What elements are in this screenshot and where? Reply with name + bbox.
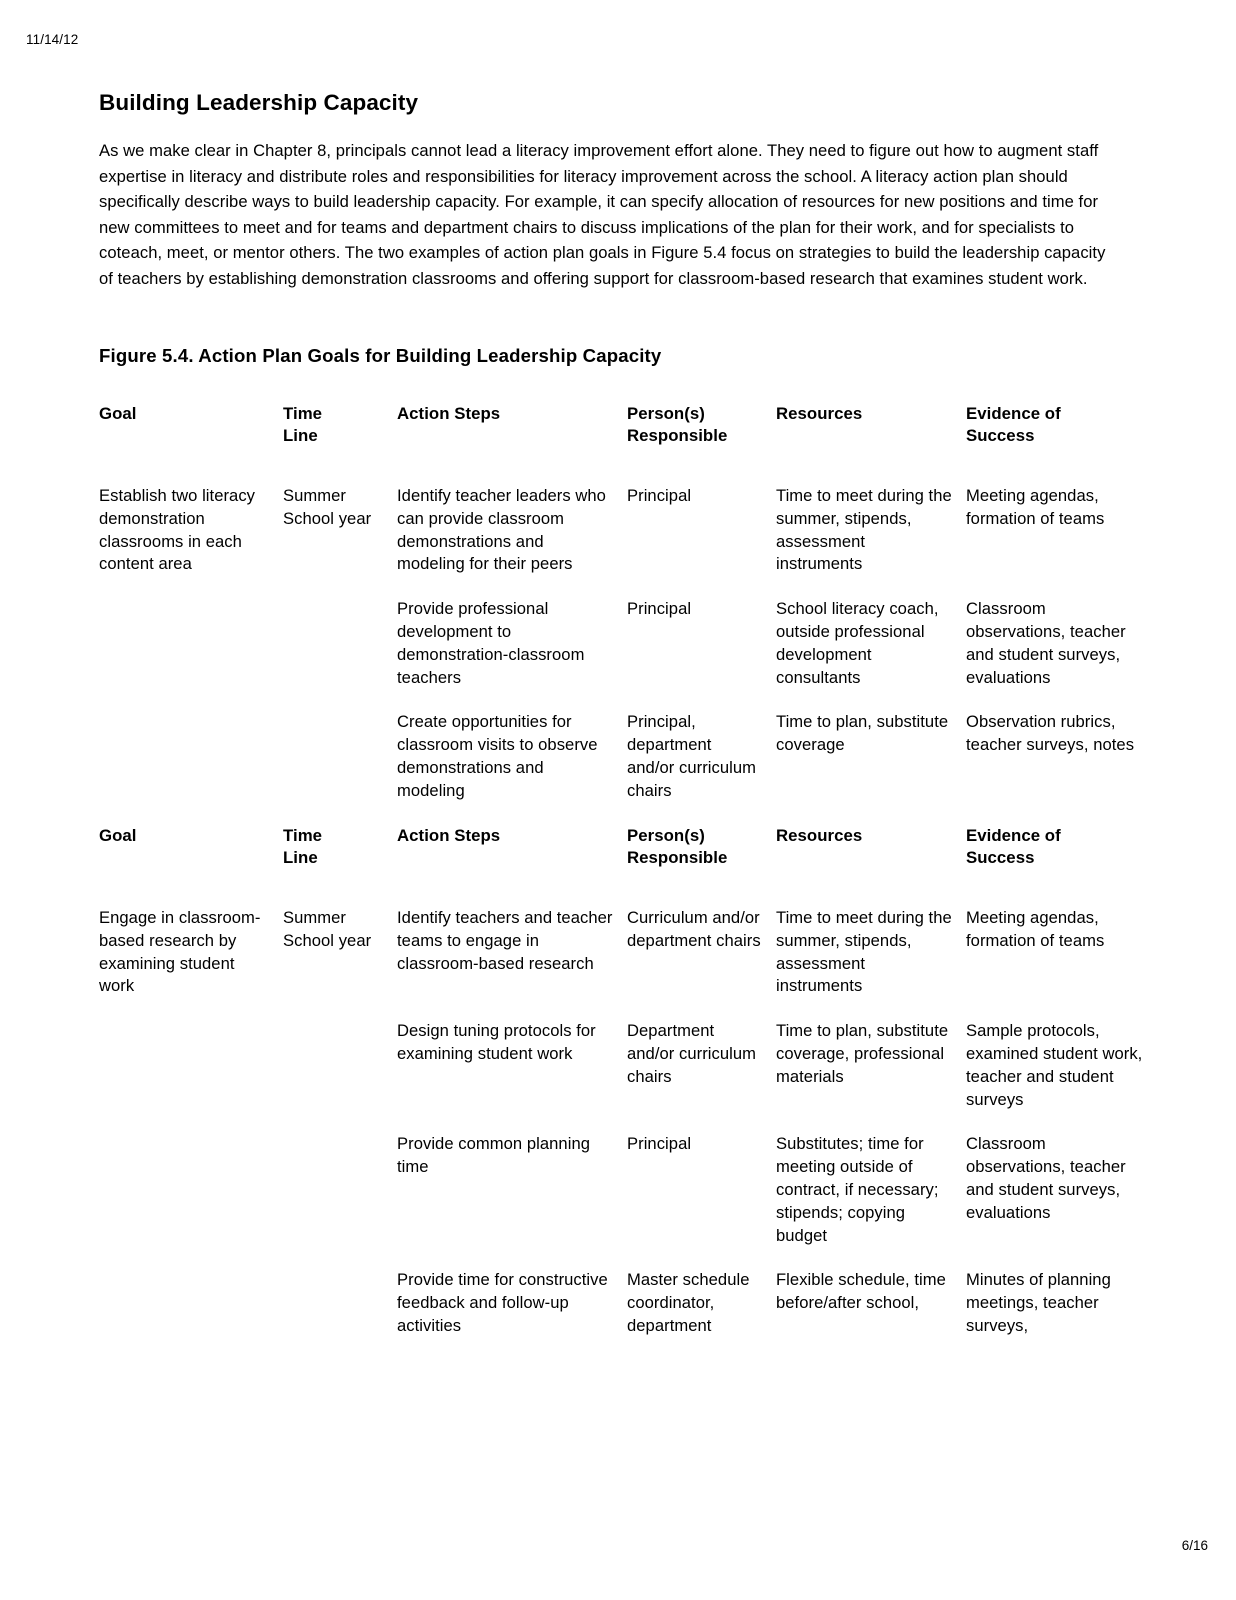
figure-title: Figure 5.4. Action Plan Goals for Building Leadership Capacity [99,344,662,366]
column-header-time-line [283,825,397,907]
column-header-evidence-line2: Success [966,847,1035,867]
cell-action-step: Identify teachers and teacher teams to engage in classroom-based research [397,907,613,973]
cell-resources: Time to plan, substitute coverage [776,712,949,755]
column-header-goal: Goal [99,403,137,423]
cell-resources: Time to meet during the summer, stipends, assessment instruments [776,907,952,996]
cell-evidence-of-success: Observation rubrics, teacher surveys, notes [966,712,1135,755]
cell-evidence-of-success: Classroom observations, teacher and student surveys, evaluations [966,599,1126,687]
column-header-goal: Goal [99,825,137,845]
cell-resources: School literacy coach, outside professional development consultants [776,599,939,687]
cell-time-line: Summer School year [283,485,372,528]
column-header-evidence-line1: Evidence of [966,403,1061,423]
page-number: 6/16 [1181,1538,1208,1553]
table-header-row-1 [99,403,1159,485]
column-header-time-line-line1: Time [283,825,323,845]
document-content [99,90,1159,1360]
cell-evidence-of-success: Classroom observations, teacher and student surveys, evaluations [966,1134,1126,1222]
cell-evidence-of-success: Sample protocols, examined student work, teacher and student surveys [966,1021,1143,1109]
column-header-person-line2: Responsible [627,847,728,867]
body-paragraph: As we make clear in Chapter 8, principals cannot lead a literacy improvement effort alone. They need to figure out how to augment staff expertise in literacy and distribute roles and responsibilities for literacy improvement across the school. A literacy action plan should specifically describe ways to build leadership capacity. For example, it can specify allocation of resources for new positions and time for new committees to meet and for teams and department chairs to discuss implications of the plan for their work, and for specialists to coteach, meet, or mentor others. The two examples of action plan goals in Figure 5.4 focus on strategies to build the leadership capacity of teachers by establishing demonstration classrooms and offering support for classroom-based research that examines student work. [99,141,1106,288]
cell-person-responsible: Principal [627,1134,692,1154]
cell-action-step: Identify teacher leaders who can provide classroom demonstrations and modeling for their peers [397,485,606,574]
column-header-person-responsible [627,403,776,485]
column-header-evidence-line2: Success [966,425,1035,445]
column-header-resources: Resources [776,825,863,845]
column-header-person-responsible [627,825,776,907]
cell-goal: Engage in classroom-based research by examining student work [99,907,261,996]
column-header-time-line [283,403,397,485]
cell-evidence-of-success: Meeting agendas, formation of teams [966,907,1105,950]
cell-goal: Establish two literacy demonstration classrooms in each content area [99,485,256,574]
cell-resources: Substitutes; time for meeting outside of contract, if necessary; stipends; copying budget [776,1134,939,1245]
cell-person-responsible: Master schedule coordinator, department [627,1270,750,1335]
cell-evidence-of-success: Meeting agendas, formation of teams [966,485,1105,528]
cell-action-step: Design tuning protocols for examining student work [397,1021,596,1063]
cell-person-responsible: Principal [627,485,692,505]
cell-person-responsible: Principal, department and/or curriculum chairs [627,712,757,800]
cell-resources: Time to plan, substitute coverage, professional materials [776,1021,949,1086]
table-row [99,907,1159,1020]
column-header-resources: Resources [776,403,863,423]
column-header-action-steps: Action Steps [397,825,501,845]
cell-action-step: Provide time for constructive feedback and follow-up activities [397,1270,608,1335]
cell-resources: Flexible schedule, time before/after school, [776,1270,946,1313]
column-header-action-steps: Action Steps [397,403,501,423]
column-header-time-line-line1: Time [283,403,323,423]
page-title: Building Leadership Capacity [99,90,419,115]
column-header-evidence-of-success [966,825,1159,907]
column-header-evidence-line1: Evidence of [966,825,1061,845]
table-header-row-2 [99,825,1159,907]
column-header-person-line2: Responsible [627,425,728,445]
document-date-stamp: 11/14/12 [26,32,79,47]
cell-person-responsible: Department and/or curriculum chairs [627,1021,757,1086]
cell-person-responsible: Principal [627,599,692,619]
column-header-time-line-line2: Line [283,425,318,445]
table-row [99,485,1159,598]
cell-action-step: Provide professional development to demonstration-classroom teachers [397,599,585,687]
cell-person-responsible: Curriculum and/or department chairs [627,907,761,950]
column-header-evidence-of-success [966,403,1159,485]
cell-evidence-of-success: Minutes of planning meetings, teacher surveys, [966,1270,1111,1335]
column-header-time-line-line2: Line [283,847,318,867]
column-header-person-line1: Person(s) [627,403,705,423]
cell-action-step: Provide common planning time [397,1134,591,1177]
action-plan-table [99,403,1159,1360]
cell-time-line: Summer School year [283,907,372,950]
cell-action-step: Create opportunities for classroom visits to observe demonstrations and modeling [397,712,598,800]
column-header-person-line1: Person(s) [627,825,705,845]
cell-resources: Time to meet during the summer, stipends, assessment instruments [776,485,952,574]
